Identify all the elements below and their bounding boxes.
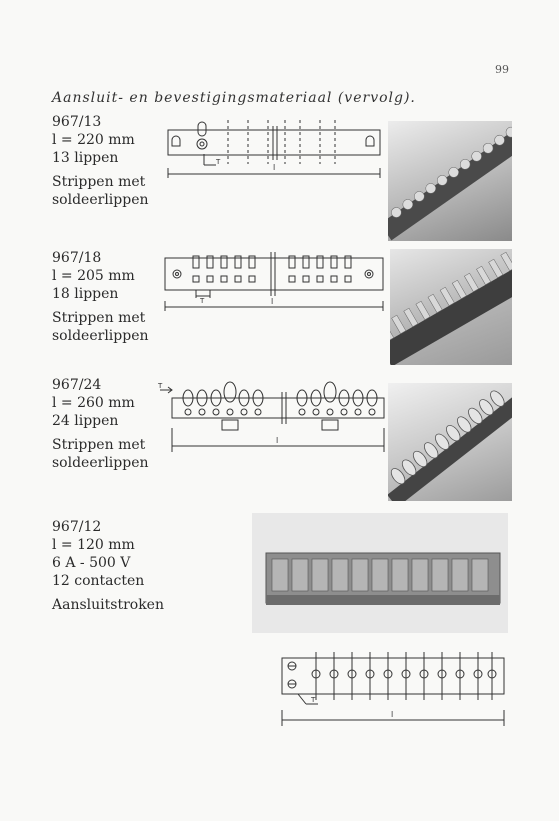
item-description: Strippen met [52,310,146,326]
item-967-12-spec [52,518,164,614]
diagram-967-12 [278,650,508,730]
dim-l-label: l [276,436,279,445]
diagram-967-13 [160,118,385,184]
item-length: l = 205 mm [52,268,135,284]
dim-T-label: T [200,297,205,305]
item-length: l = 260 mm [52,395,135,411]
item-length: l = 120 mm [52,537,135,553]
item-rating: 6 A - 500 V [52,555,131,571]
item-code: 967/18 [52,250,102,266]
item-967-18-spec [52,249,149,345]
photo-967-13 [388,121,512,241]
item-count: 24 lippen [52,413,119,429]
photo-967-24 [388,383,512,501]
item-description-2: soldeerlippen [52,192,149,208]
diagram-967-24 [156,380,386,458]
item-count: 18 lippen [52,286,119,302]
page-number: 99 [495,63,509,76]
item-description: Strippen met [52,174,146,190]
item-967-13-spec [52,113,149,209]
dim-T-label: T [216,158,221,166]
dim-l-label: l [273,163,276,172]
dim-l-label: l [271,297,274,306]
dim-T-label: T [311,696,316,704]
item-967-24-spec [52,376,149,472]
dim-l-label: l [391,710,394,719]
item-code: 967/13 [52,114,102,130]
item-description: Aansluitstroken [52,597,164,613]
photo-967-12 [252,513,508,633]
dim-T-label: T [158,382,163,390]
section-header: Aansluit- en bevestigingsmateriaal (vervolg). [52,90,416,106]
diagram-967-18 [163,252,385,314]
photo-967-18 [390,249,512,365]
item-description: Strippen met [52,437,146,453]
item-code: 967/24 [52,377,102,393]
item-count: 12 contacten [52,573,145,589]
item-code: 967/12 [52,519,102,535]
item-count: 13 lippen [52,150,119,166]
item-description-2: soldeerlippen [52,328,149,344]
item-length: l = 220 mm [52,132,135,148]
item-description-2: soldeerlippen [52,455,149,471]
